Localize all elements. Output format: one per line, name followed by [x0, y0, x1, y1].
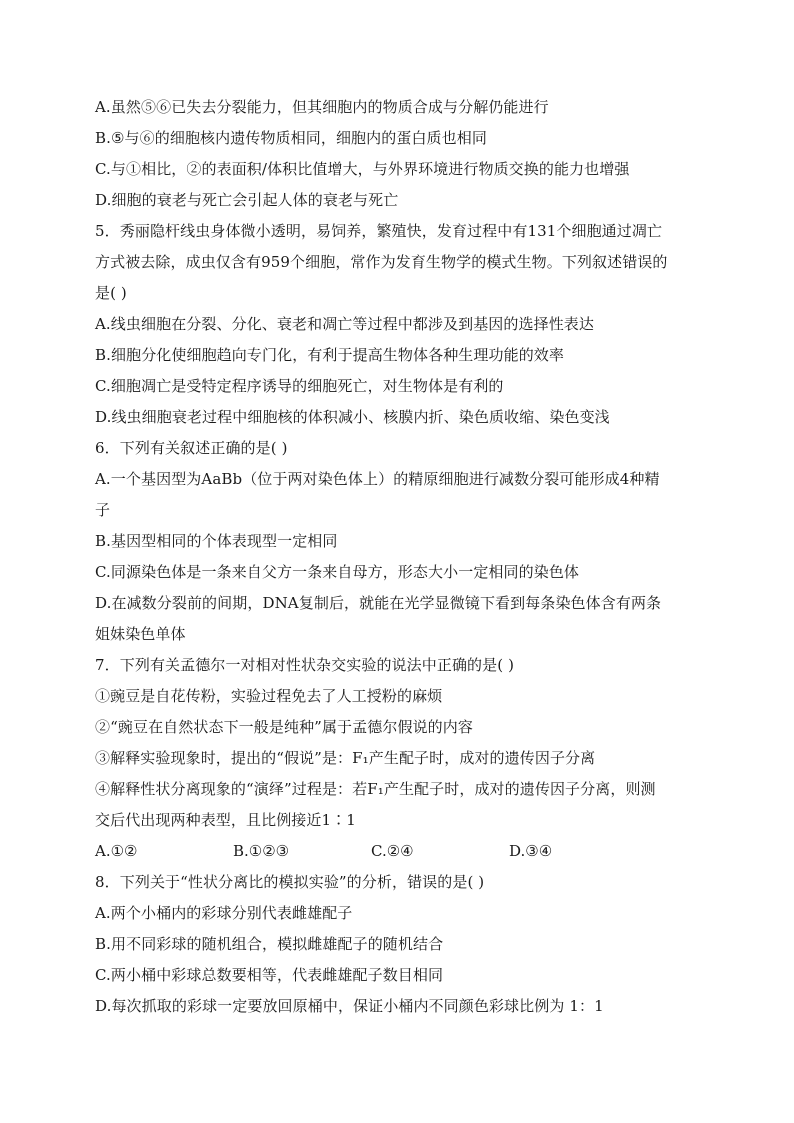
q8-option-d: D.每次抓取的彩球一定要放回原桶中，保证小桶内不同颜色彩球比例为 1：1: [95, 997, 604, 1015]
q6-option-c: C.同源染色体是一条来自父方一条来自母方，形态大小一定相同的染色体: [95, 563, 580, 581]
q7-option-c: C.②④: [371, 842, 414, 860]
q5-option-a: A.线虫细胞在分裂、分化、衰老和凋亡等过程中都涉及到基因的选择性表达: [95, 315, 595, 333]
q5-option-d: D.线虫细胞衰老过程中细胞核的体积减小、核膜内折、染色质收缩、染色变浅: [95, 408, 610, 426]
q7-option-d: D.③④: [509, 842, 553, 860]
q5-option-b: B.细胞分化使细胞趋向专门化，有利于提高生物体各种生理功能的效率: [95, 346, 564, 364]
document-page: [95, 92, 705, 1022]
q8-stem: 8．下列关于“性状分离比的模拟实验”的分析，错误的是( ): [95, 873, 485, 891]
q4-option-d: D.细胞的衰老与死亡会引起人体的衰老与死亡: [95, 191, 399, 209]
q5-option-c: C.细胞凋亡是受特定程序诱导的细胞死亡，对生物体是有利的: [95, 377, 504, 395]
q4-option-a: A.虽然⑤⑥已失去分裂能力，但其细胞内的物质合成与分解仍能进行: [95, 98, 549, 116]
q7-option-b: B.①②③: [233, 842, 290, 860]
q7-statement-4-line-1: ④解释性状分离现象的“演绎”过程是：若F₁产生配子时，成对的遗传因子分离，则测: [95, 780, 656, 798]
q7-statement-4-line-2: 交后代出现两种表型，且比例接近1∶1: [95, 811, 356, 829]
q4-option-b: B.⑤与⑥的细胞核内遗传物质相同，细胞内的蛋白质也相同: [95, 129, 487, 147]
q5-stem-line-2: 方式被去除，成虫仅含有959个细胞，常作为发育生物学的模式生物。下列叙述错误的: [95, 253, 668, 271]
q7-statement-3: ③解释实验现象时，提出的“假说”是：F₁产生配子时，成对的遗传因子分离: [95, 749, 596, 767]
q7-statement-2: ②“豌豆在自然状态下一般是纯种”属于孟德尔假说的内容: [95, 718, 473, 736]
q8-option-c: C.两小桶中彩球总数要相等，代表雌雄配子数目相同: [95, 966, 444, 984]
q8-option-b: B.用不同彩球的随机组合，模拟雌雄配子的随机结合: [95, 935, 444, 953]
q6-option-a-line-2: 子: [95, 501, 111, 519]
q6-option-d-line-2: 姐妹染色单体: [95, 625, 186, 643]
q5-stem-line-3: 是( ): [95, 284, 127, 302]
q7-options: [95, 836, 705, 867]
q6-option-b: B.基因型相同的个体表现型一定相同: [95, 532, 338, 550]
q4-option-c: C.与①相比，②的表面积/体积比值增大，与外界环境进行物质交换的能力也增强: [95, 160, 630, 178]
q5-stem-line-1: 5．秀丽隐杆线虫身体微小透明，易饲养，繁殖快，发育过程中有131个细胞通过凋亡: [95, 222, 663, 240]
q6-option-a-line-1: A.一个基因型为AaBb（位于两对染色体上）的精原细胞进行减数分裂可能形成4种精: [95, 470, 660, 488]
q7-stem: 7．下列有关孟德尔一对相对性状杂交实验的说法中正确的是( ): [95, 656, 515, 674]
q8-option-a: A.两个小桶内的彩球分别代表雌雄配子: [95, 904, 353, 922]
q6-stem: 6．下列有关叙述正确的是( ): [95, 439, 288, 457]
q7-option-a: A.①②: [95, 842, 138, 860]
q6-option-d-line-1: D.在减数分裂前的间期，DNA复制后，就能在光学显微镜下看到每条染色体含有两条: [95, 594, 662, 612]
q7-statement-1: ①豌豆是自花传粉，实验过程免去了人工授粉的麻烦: [95, 687, 443, 705]
